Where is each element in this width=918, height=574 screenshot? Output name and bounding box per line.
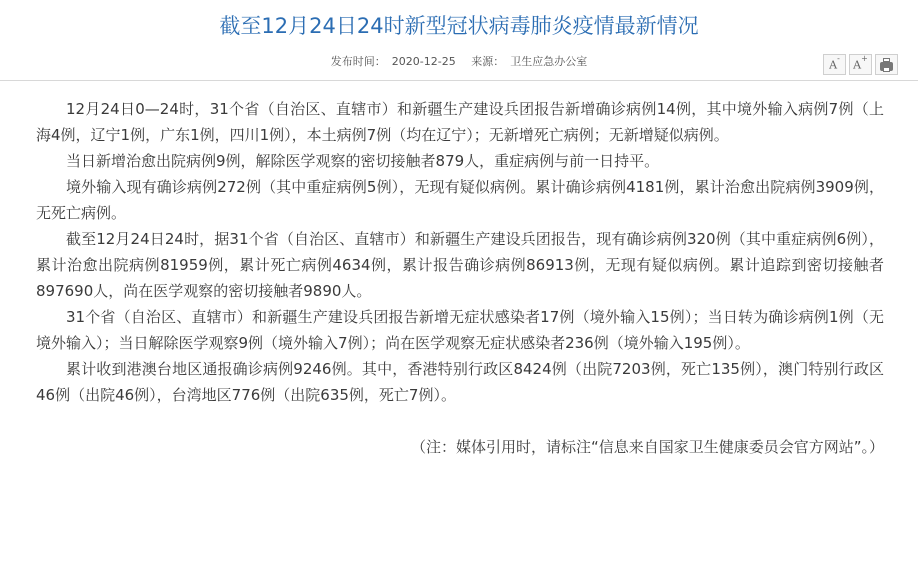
paragraph-asymptomatic: 31个省（自治区、直辖市）和新疆生产建设兵团报告新增无症状感染者17例（境外输入15例）；当日转为确诊病例1例（无境外输入）；当日解除医学观察9例（境外输入7例）；尚在医学观察无症状感染者236例（境外输入195例）。 xyxy=(36,308,884,352)
paragraph-cumulative-totals: 截至12月24日24时，据31个省（自治区、直辖市）和新疆生产建设兵团报告，现有确诊病例320例（其中重症病例6例），累计治愈出院病例81959例，累计死亡病例4634例，累计报告确诊病例86913例，无现有疑似病例。累计追踪到密切接触者897690人，尚在医学观察的密切接触者9890人。 xyxy=(36,230,884,300)
increase-font-button[interactable] xyxy=(849,54,872,75)
article-meta-bar xyxy=(0,51,918,81)
publish-time xyxy=(328,55,459,68)
citation-note: （注：媒体引用时，请标注“信息来自国家卫生健康委员会官方网站”。） xyxy=(410,438,884,456)
decrease-font-button[interactable] xyxy=(823,54,846,75)
printer-icon xyxy=(880,62,893,71)
article-tools xyxy=(823,54,898,75)
paragraph-imported-cases: 境外输入现有确诊病例272例（其中重症病例5例），无现有疑似病例。累计确诊病例4181例，累计治愈出院病例3909例，无死亡病例。 xyxy=(36,178,884,222)
article-body xyxy=(36,96,884,460)
article-meta xyxy=(0,54,918,70)
publish-date: 2020-12-25 xyxy=(391,55,456,68)
source-label: 来源： xyxy=(471,55,505,68)
paragraph-hk-macao-taiwan: 累计收到港澳台地区通报确诊病例9246例。其中，香港特别行政区8424例（出院7203例，死亡135例），澳门特别行政区46例（出院46例），台湾地区776例（出院635例，死亡7例）。 xyxy=(36,360,884,404)
decrease-font-icon: A- xyxy=(829,54,840,72)
page-title: 截至12月24日24时新型冠状病毒肺炎疫情最新情况 xyxy=(219,14,699,38)
source-info xyxy=(468,55,590,68)
print-button[interactable] xyxy=(875,54,898,75)
publish-label: 发布时间： xyxy=(330,55,386,68)
increase-font-icon: A+ xyxy=(853,54,868,72)
source-value: 卫生应急办公室 xyxy=(510,55,588,68)
paragraph-new-cases: 12月24日0—24时，31个省（自治区、直辖市）和新疆生产建设兵团报告新增确诊病例14例，其中境外输入病例7例（上海4例，辽宁1例，广东1例，四川1例），本土病例7例（均在辽宁）；无新增死亡病例；无新增疑似病例。 xyxy=(36,100,884,144)
paragraph-recoveries: 当日新增治愈出院病例9例，解除医学观察的密切接触者879人，重症病例与前一日持平。 xyxy=(66,152,660,170)
